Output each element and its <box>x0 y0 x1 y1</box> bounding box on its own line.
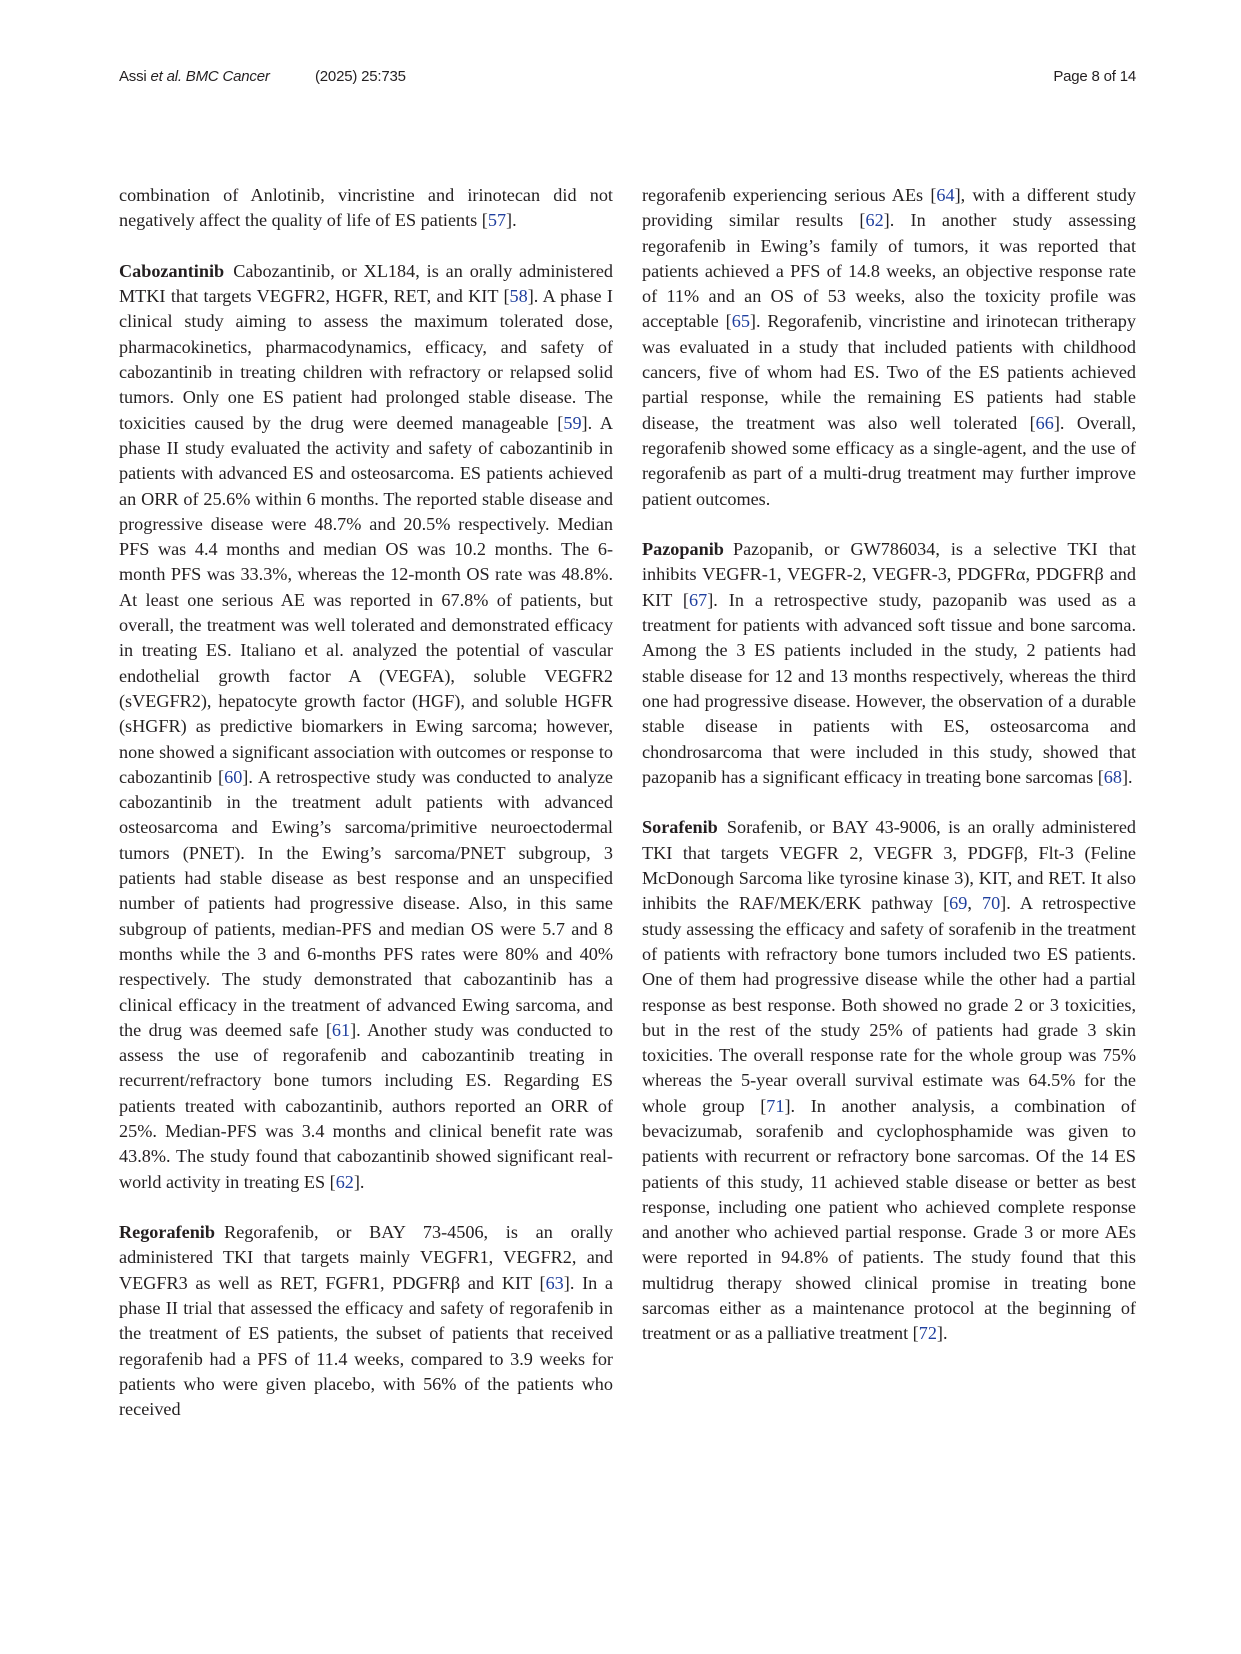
running-header <box>119 68 1136 92</box>
body-text: ]. In a phase II trial that assessed the efficacy and safety of regorafenib in the treatment of ES patients, the subset of patients that received regorafenib had a PFS of 11.4 weeks, compared to 3.9 weeks for patients who were given placebo, with 56% of the patients who received <box>119 1272 614 1420</box>
body-text: ]. Another study was conducted to assess the use of regorafenib and cabozantinib treating in recurrent/refractory bone tumors including ES. Regarding ES patients treated with cabozantinib, authors reported an ORR of 25%. Median-PFS was 3.4 months and clinical benefit rate was 43.8%. The study found that cabozantinib showed significant real-world activity in treating ES [ <box>119 1019 614 1192</box>
body-text: ]. Regorafenib, vincristine and irinotecan tritherapy was evaluated in a study that included patients with childhood cancers, five of whom had ES. Two of the ES patients achieved partial response, while the remaining ES patients had stable disease, the treatment was also well tolerated [ <box>642 311 1136 433</box>
left-text-column <box>119 183 613 1423</box>
citation-link[interactable]: 68 <box>1103 766 1122 787</box>
body-text: ]. In a retrospective study, pazopanib was used as a treatment for patients with advanced soft tissue and bone sarcoma. Among the 3 ES patients included in the study, 2 patients had stable disease for 12 and 13 months respectively, whereas the third one had progressive disease. However, the observation of a durable stable disease in patients with ES, osteosarcoma and chondrosarcoma that were included in this study, showed that pazopanib has a significant efficacy in treating bone sarcomas [ <box>642 589 1136 787</box>
body-text: , <box>967 893 982 914</box>
citation-link[interactable]: 65 <box>731 311 750 332</box>
body-text: ]. <box>506 210 517 231</box>
citation-link[interactable]: 70 <box>981 893 1001 914</box>
right-text-column <box>642 183 1136 1347</box>
citation-link[interactable]: 59 <box>563 412 582 433</box>
citation-link[interactable]: 57 <box>487 210 507 231</box>
citation-link[interactable]: 64 <box>936 185 955 205</box>
body-paragraph <box>642 537 1136 790</box>
body-paragraph <box>642 183 1136 512</box>
body-text: ]. In another analysis, a combination of bevacizumab, sorafenib and cyclophosphamide was given to patients with recurrent or refractory bone sarcomas. Of the 14 ES patients of this study, 11 achieved stable disease or better as best response, including one patient who achieved complete response and another who achieved partial response. Grade 3 or more AEs were reported in 94.8% of patients. The study found that this multidrug therapy showed clinical promise in treating bone sarcomas either as a maintenance protocol at the beginning of treatment or as a palliative treatment [ <box>642 1095 1136 1344</box>
author-name: Assi <box>119 68 147 85</box>
body-text: regorafenib experiencing serious AEs [ <box>642 185 937 205</box>
body-text: ]. <box>936 1323 948 1344</box>
citation-link[interactable]: 62 <box>335 1171 354 1192</box>
body-text: Pazopanib, or GW786034, is a selective TKI that inhibits VEGFR-1, VEGFR-2, VEGFR-3, PDGFRα, PDGFRβ and KIT [ <box>642 539 1136 610</box>
body-text: ]. In another study assessing regorafenib in Ewing’s family of tumors, it was reported that patients achieved a PFS of 14.8 weeks, an objective response rate of 11% and an OS of 53 weeks, also the toxicity profile was acceptable [ <box>642 210 1136 332</box>
citation-link[interactable]: 61 <box>331 1019 351 1040</box>
volume-citation: (2025) 25:735 <box>315 68 406 85</box>
body-text: ]. <box>1121 766 1133 787</box>
body-paragraph <box>119 183 613 234</box>
body-text: ]. A retrospective study assessing the efficacy and safety of sorafenib in the treatment of patients with refractory bone tumors included two ES patients. One of them had progressive disease while the other had a partial response as best response. Both showed no grade 2 or 3 toxicities, but in the rest of the study 25% of patients had grade 3 skin toxicities. The overall response rate for the whole group was 75% whereas the 5-year overall survival estimate was 64.5% for the whole group [ <box>642 893 1136 1116</box>
section-heading: Pazopanib <box>642 539 724 560</box>
body-text: Sorafenib, or BAY 43-9006, is an orally administered TKI that targets VEGFR 2, VEGFR 3, PDGFβ, Flt-3 (Feline McDonough Sarcoma like tyrosine kinase 3), KIT, and RET. It also inhibits the RAF/MEK/ERK pathway [ <box>642 817 1136 914</box>
body-text: ]. Overall, regorafenib showed some efficacy as a single-agent, and the use of regorafenib as part of a multi-drug treatment may further improve patient outcomes. <box>642 412 1136 509</box>
citation-link[interactable]: 69 <box>949 893 968 914</box>
citation-link[interactable]: 63 <box>545 1272 564 1293</box>
citation-link[interactable]: 72 <box>918 1323 937 1344</box>
citation-link[interactable]: 66 <box>1035 412 1054 433</box>
body-paragraph <box>119 259 613 1195</box>
citation-link[interactable]: 62 <box>865 210 884 231</box>
citation-link[interactable]: 58 <box>509 286 528 307</box>
body-text: ]. A phase II study evaluated the activity and safety of cabozantinib in patients with advanced ES and osteosarcoma. ES patients achieved an ORR of 25.6% within 6 months. The reported stable disease and progressive disease were 48.7% and 20.5% respectively. Median PFS was 4.4 months and median OS was 10.2 months. The 6-month PFS was 33.3%, whereas the 12-month OS rate was 48.8%. At least one serious AE was reported in 67.8% of patients, but overall, the treatment was well tolerated and demonstrated efficacy in treating ES. Italiano et al. analyzed the potential of vascular endothelial growth factor A (VEGFA), soluble VEGFR2 (sVEGFR2), hepatocyte growth factor (HGF), and soluble HGFR (sHGFR) as predictive biomarkers in Ewing sarcoma; however, none showed a significant association with outcomes or response to cabozantinib [ <box>119 412 613 787</box>
section-heading: Regorafenib <box>119 1222 215 1243</box>
body-text: ]. A phase I clinical study aiming to assess the maximum tolerated dose, pharmacokinetics, pharmacodynamics, efficacy, and safety of cabozantinib in treating children with refractory or relapsed solid tumors. Only one ES patient had prolonged stable disease. The toxicities caused by the drug were deemed manageable [ <box>119 286 613 433</box>
body-text: Regorafenib, or BAY 73-4506, is an orally administered TKI that targets mainly VEGFR1, VEGFR2, and VEGFR3 as well as RET, FGFR1, PDGFRβ and KIT [ <box>119 1222 613 1293</box>
body-text: Cabozantinib, or XL184, is an orally administered MTKI that targets VEGFR2, HGFR, RET, and KIT [ <box>119 260 613 307</box>
body-text: ]. A retrospective study was conducted to analyze cabozantinib in the treatment adult patients with advanced osteosarcoma and Ewing’s sarcoma/primitive neuroectodermal tumors (PNET). In the Ewing’s sarcoma/PNET subgroup, 3 patients had stable disease as best response and an unspecified number of patients had progressive disease. Also, in this same subgroup of patients, median-PFS and median OS were 5.7 and 8 months while the 3 and 6-months PFS rates were 80% and 40% respectively. The study demonstrated that cabozantinib has a clinical efficacy in the treatment of advanced Ewing sarcoma, and the drug was deemed safe [ <box>119 766 613 1040</box>
citation-link[interactable]: 60 <box>224 766 243 787</box>
body-paragraph <box>119 1220 613 1422</box>
journal-citation <box>119 68 270 85</box>
body-text: ]. <box>353 1171 365 1192</box>
page-number: Page 8 of 14 <box>1053 68 1136 85</box>
citation-link[interactable]: 71 <box>766 1095 785 1116</box>
body-text: ], with a different study providing similar results [ <box>642 185 1136 231</box>
citation-link[interactable]: 67 <box>689 589 708 610</box>
section-heading: Sorafenib <box>642 817 718 838</box>
body-text: combination of Anlotinib, vincristine and irinotecan did not negatively affect the quality of life of ES patients [ <box>119 185 613 231</box>
journal-name: et al. BMC Cancer <box>150 68 270 85</box>
section-heading: Cabozantinib <box>119 260 225 281</box>
body-paragraph <box>642 815 1136 1346</box>
